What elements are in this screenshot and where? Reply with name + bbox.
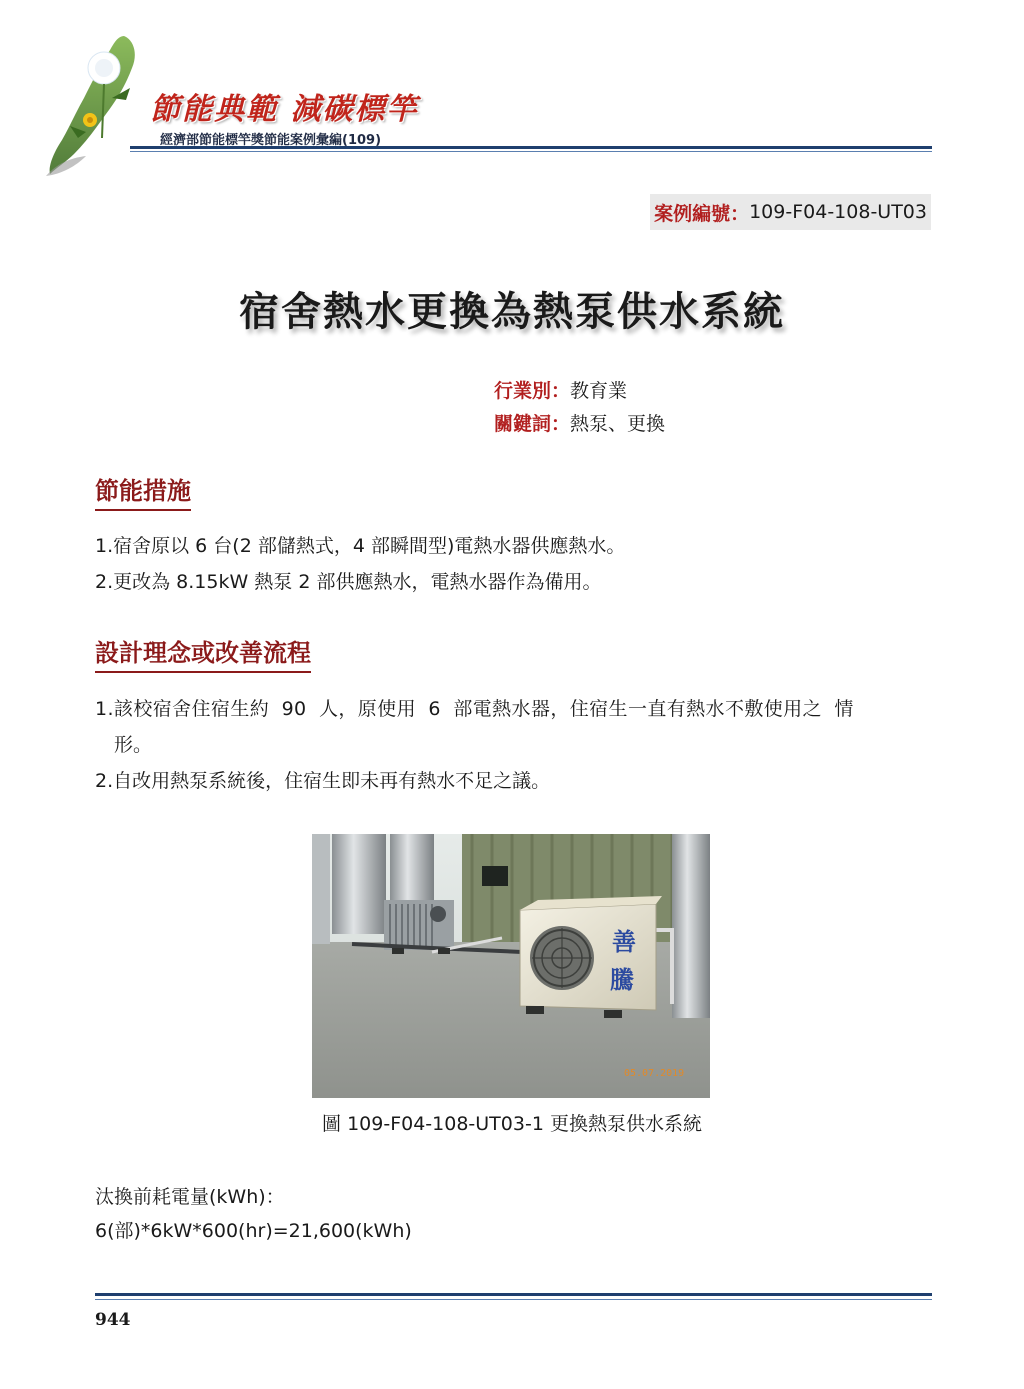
unit-brand-char-2: 騰 bbox=[610, 965, 634, 994]
footer-divider bbox=[95, 1293, 932, 1300]
section-heading-measures: 節能措施 bbox=[95, 476, 191, 511]
section-heading-design: 設計理念或改善流程 bbox=[95, 638, 311, 673]
industry-row bbox=[494, 376, 627, 403]
industry-value: 教育業 bbox=[570, 380, 628, 402]
case-number-label: 案例編號： bbox=[654, 202, 750, 225]
page-number: 944 bbox=[95, 1310, 131, 1330]
page-title: 宿舍熱水更換為熱泵供水系統 bbox=[239, 289, 785, 335]
heat-pump-photo bbox=[312, 834, 710, 1098]
unit-brand-char-1: 善 bbox=[612, 927, 636, 956]
photo-date-stamp: 05.07.2019 bbox=[624, 1068, 685, 1079]
keywords-label: 關鍵詞： bbox=[494, 413, 571, 435]
figure-caption: 圖 109-F04-108-UT03-1 更換熱泵供水系統 bbox=[322, 1113, 702, 1135]
list-item: 1.宿舍原以 6 台(2 部儲熱式，4 部瞬間型)電熱水器供應熱水。 bbox=[95, 535, 626, 557]
calc-formula: 6(部)*6kW*600(hr)=21,600(kWh) bbox=[95, 1220, 412, 1242]
keywords-row bbox=[494, 409, 665, 436]
industry-label: 行業別： bbox=[494, 380, 571, 402]
header-divider bbox=[130, 146, 932, 152]
calc-label: 汰換前耗電量(kWh)： bbox=[95, 1186, 285, 1208]
header-title: 節能典範 減碳標竿 bbox=[150, 92, 419, 127]
case-number-value: 109-F04-108-UT03 bbox=[749, 201, 927, 223]
header-subtitle: 經濟部節能標竿獎節能案例彙編(109) bbox=[160, 133, 382, 148]
list-item: 2.更改為 8.15kW 熱泵 2 部供應熱水，電熱水器作為備用。 bbox=[95, 571, 602, 593]
case-number-box bbox=[650, 194, 931, 230]
list-item: 2.自改用熱泵系統後，住宿生即未再有熱水不足之議。 bbox=[95, 770, 551, 792]
keywords-value: 熱泵、更換 bbox=[570, 413, 666, 435]
list-item: 1.該校宿舍住宿生約 90 人，原使用 6 部電熱水器，住宿生一直有熱水不敷使用之 情 bbox=[95, 698, 854, 720]
list-item-continuation: 形。 bbox=[114, 734, 153, 756]
